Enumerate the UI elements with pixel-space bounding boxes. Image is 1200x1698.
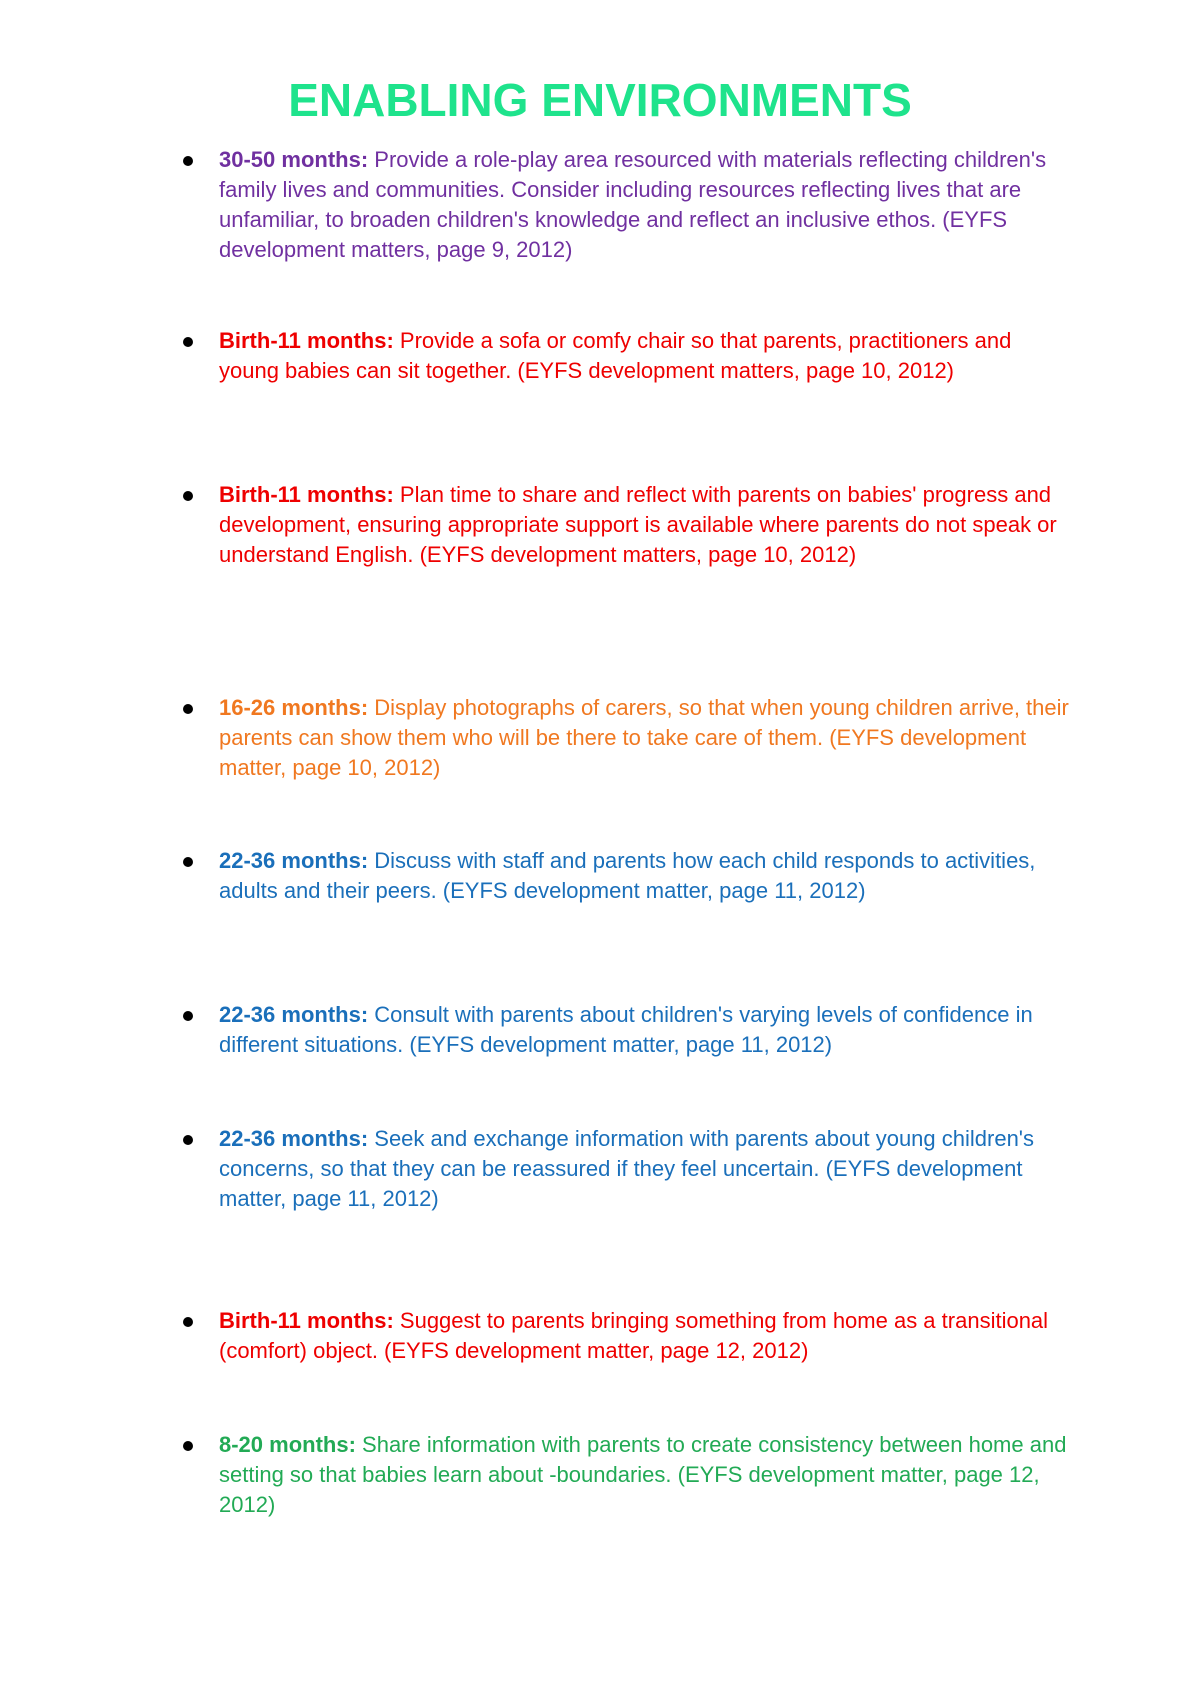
age-range-label: 22-36 months:	[219, 1126, 369, 1151]
age-range-label: 30-50 months:	[219, 147, 369, 172]
age-range-label: 8-20 months:	[219, 1432, 356, 1457]
item-text: Suggest to parents bringing something from home as a transitional (comfort) object. (EYFS development matter, page 12, 2012)	[219, 1308, 1049, 1363]
age-range-label: 22-36 months:	[219, 848, 369, 873]
item-text: Provide a sofa or comfy chair so that parents, practitioners and young babies can sit together. (EYFS development matters, page 10, 2012)	[219, 328, 1012, 383]
bullet-icon	[183, 156, 193, 166]
bullet-icon	[183, 1011, 193, 1021]
item-text: Provide a role-play area resourced with materials reflecting children's family lives and communities. Consider including resources reflecting lives that are unfamiliar, to broaden children's knowledge and reflect an inclusive ethos. (EYFS development matters, page 9, 2012)	[219, 147, 1047, 262]
item-text: Plan time to share and reflect with parents on babies' progress and development, ensuring appropriate support is available where parents do not speak or understand English. (EYFS development matters, page 10, 2012)	[219, 482, 1057, 567]
list-item	[219, 1430, 1069, 1520]
age-range-label: Birth-11 months:	[219, 482, 394, 507]
list-item	[219, 1306, 1069, 1366]
age-range-label: Birth-11 months:	[219, 328, 394, 353]
page-title: ENABLING ENVIRONMENTS	[288, 74, 912, 126]
item-text: Share information with parents to create consistency between home and setting so that babies learn about -boundaries. (EYFS development matter, page 12, 2012)	[219, 1432, 1067, 1517]
list-item	[219, 145, 1069, 265]
bullet-icon	[183, 491, 193, 501]
age-range-label: Birth-11 months:	[219, 1308, 394, 1333]
bullet-icon	[183, 337, 193, 347]
item-text: Seek and exchange information with parents about young children's concerns, so that they can be reassured if they feel uncertain. (EYFS development matter, page 11, 2012)	[219, 1126, 1034, 1211]
age-range-label: 16-26 months:	[219, 695, 369, 720]
age-range-label: 22-36 months:	[219, 1002, 369, 1027]
bullet-icon	[183, 1135, 193, 1145]
list-item	[219, 1000, 1069, 1060]
list-item	[219, 326, 1069, 386]
bullet-icon	[183, 1317, 193, 1327]
list-item	[219, 1124, 1069, 1214]
item-text: Discuss with staff and parents how each child responds to activities, adults and their peers. (EYFS development matter, page 11, 2012)	[219, 848, 1036, 903]
bullet-icon	[183, 857, 193, 867]
bullet-icon	[183, 704, 193, 714]
list-item	[219, 693, 1069, 783]
list-item	[219, 480, 1069, 570]
bullet-icon	[183, 1441, 193, 1451]
item-text: Consult with parents about children's varying levels of confidence in different situations. (EYFS development matter, page 11, 2012)	[219, 1002, 1033, 1057]
item-text: Display photographs of carers, so that when young children arrive, their parents can show them who will be there to take care of them. (EYFS development matter, page 10, 2012)	[219, 695, 1069, 780]
list-item	[219, 846, 1069, 906]
